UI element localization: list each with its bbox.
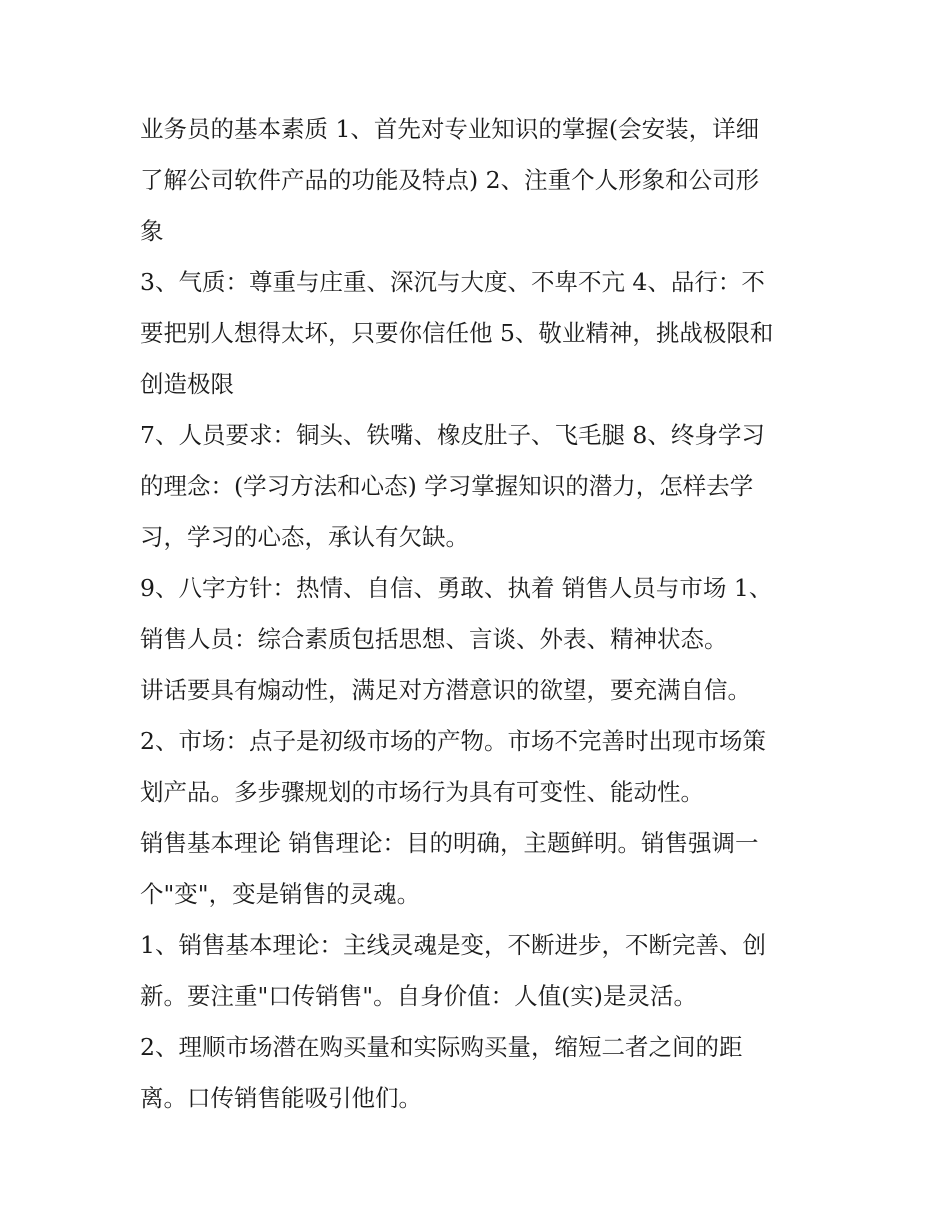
text-line: 新。要注重"口传销售"。自身价值：人值(实)是灵活。	[140, 982, 697, 1010]
text-line: 象	[140, 217, 164, 245]
text-line: 个"变"，变是销售的灵魂。	[140, 880, 421, 908]
text-line: 销售人员：综合素质包括思想、言谈、外表、精神状态。	[140, 625, 728, 653]
text-line: 2、理顺市场潜在购买量和实际购买量，缩短二者之间的距	[140, 1033, 743, 1061]
text-line: 习，学习的心态，承认有欠缺。	[140, 523, 469, 551]
text-line: 2、市场：点子是初级市场的产物。市场不完善时出现市场策	[140, 727, 766, 755]
text-line: 销售基本理论 销售理论：目的明确，主题鲜明。销售强调一	[140, 829, 759, 857]
document-body	[140, 104, 820, 1124]
text-line: 业务员的基本素质 1、首先对专业知识的掌握(会安装，详细	[140, 115, 760, 143]
text-line: 离。口传销售能吸引他们。	[140, 1084, 422, 1112]
text-line: 7、人员要求：铜头、铁嘴、橡皮肚子、飞毛腿 8、终身学习	[140, 421, 765, 449]
text-line: 的理念：(学习方法和心态) 学习掌握知识的潜力，怎样去学	[140, 472, 754, 500]
text-line: 9、八字方针：热情、自信、勇敢、执着 销售人员与市场 1、	[140, 574, 773, 602]
text-line: 了解公司软件产品的功能及特点) 2、注重个人形象和公司形	[140, 166, 760, 194]
text-line: 划产品。多步骤规划的市场行为具有可变性、能动性。	[140, 778, 704, 806]
text-line: 3、气质：尊重与庄重、深沉与大度、不卑不亢 4、品行：不	[140, 268, 765, 296]
text-line: 创造极限	[140, 370, 234, 398]
text-line: 1、销售基本理论：主线灵魂是变，不断进步，不断完善、创	[140, 931, 766, 959]
text-line: 讲话要具有煽动性，满足对方潜意识的欲望，要充满自信。	[140, 676, 751, 704]
text-line: 要把别人想得太坏，只要你信任他 5、敬业精神，挑战极限和	[140, 319, 774, 347]
